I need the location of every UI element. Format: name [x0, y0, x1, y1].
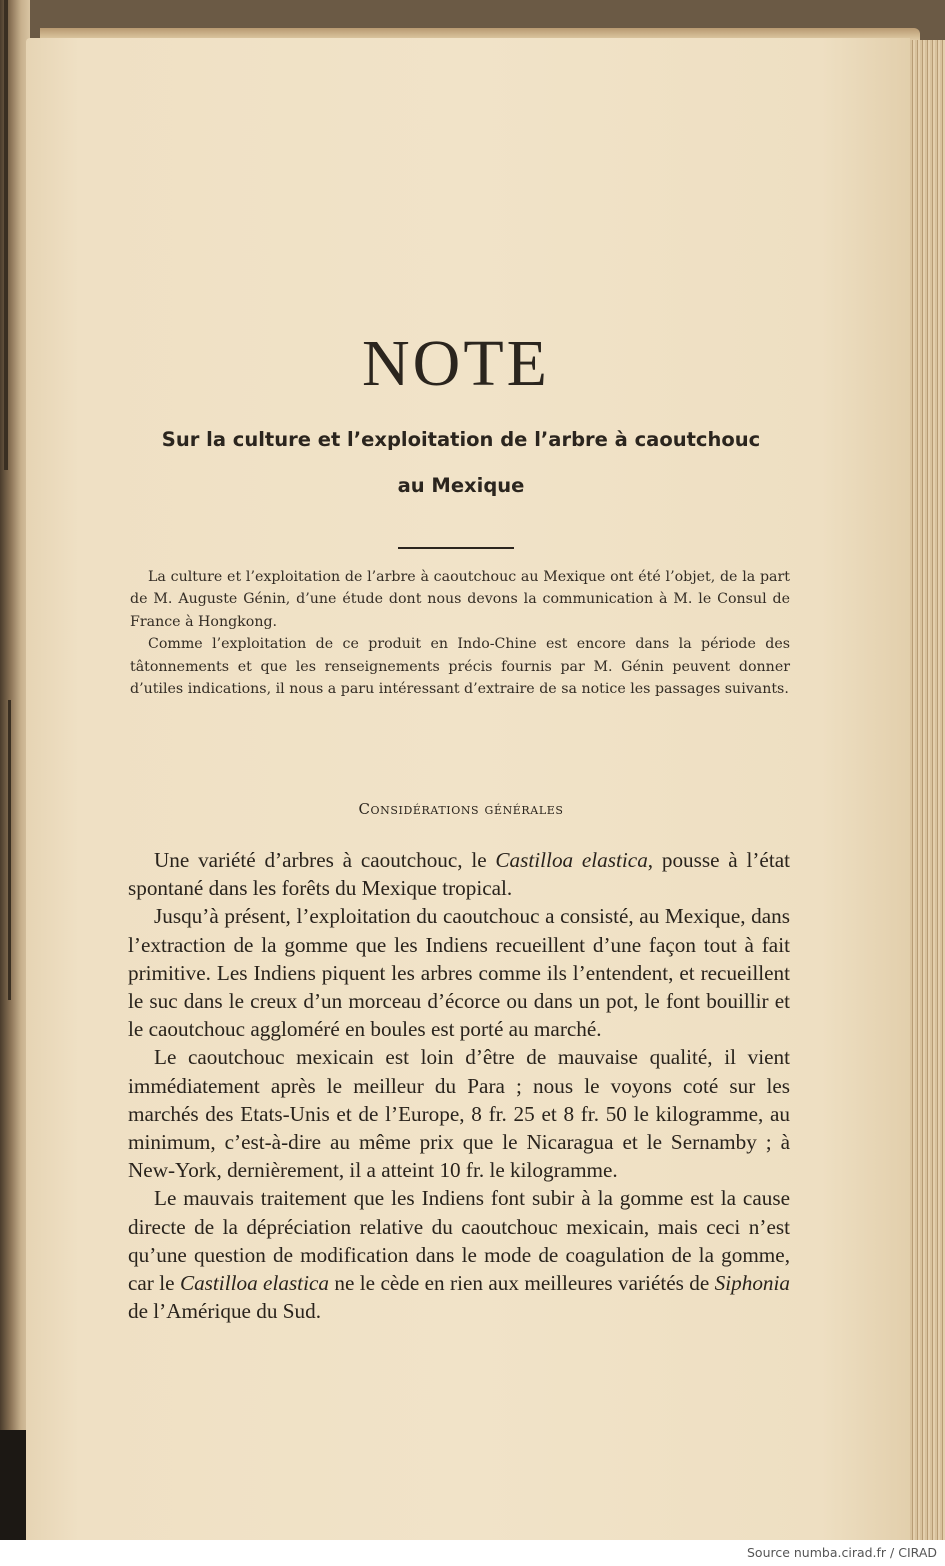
species-name: Castilloa elastica [495, 848, 648, 872]
page [26, 38, 910, 1540]
title-divider [398, 547, 514, 549]
subtitle-line-1: Sur la culture et l’exploitation de l’arbre à caoutchouc [161, 428, 761, 451]
section-heading: Considérations générales [358, 800, 564, 818]
body-paragraph-2: Jusqu’à présent, l’exploitation du caoutchouc a consisté, au Mexique, dans l’extraction de la gomme que les Indiens recueillent d’une façon tout à fait primitive. Les Indiens piquent les arbres comme ils l’entendent, et recueillent le suc dans le creux d’un morceau d’écorce ou dans un pot, le font bouillir et le caoutchouc aggloméré en boules est porté au marché. [128, 904, 790, 1042]
species-name: Castilloa elastica [179, 1271, 329, 1296]
text-run: Le mauvais traitement que les Indiens font subir à la gomme est la cause directe de la dépréciation relative du caoutchouc mexicain, mais ceci n’est qu’une question de modification dans le mode de coagulation de la gomme, car le [128, 1186, 790, 1296]
text-run: de l’Amérique du Sud. [128, 1299, 322, 1324]
text-run: Une variété d’arbres à caoutchouc, le [154, 848, 496, 872]
body-paragraph-4 [128, 1184, 790, 1325]
text-run: , pousse à l’état spontané dans les forêts du Mexique tropical. [128, 848, 790, 901]
genus-name: Siphonia [714, 1271, 791, 1296]
body-paragraph-1 [128, 846, 790, 902]
source-caption: Source numba.cirad.fr / CIRAD [746, 1545, 937, 1560]
intro-block [130, 566, 790, 700]
intro-paragraph: La culture et l’exploitation de l’arbre à caoutchouc au Mexique ont été l’objet, de la part de M. Auguste Génin, d’une étude dont nous devons la communication à M. le Consul de France à Hongkong. [130, 569, 790, 630]
page-title: NOTE [362, 327, 550, 400]
body-text [128, 846, 790, 1325]
intro-paragraph: Comme l’exploitation de ce produit en Indo-Chine est encore dans la période des tâtonnements et que les renseignements précis fournis par M. Génin peuvent donner d’utiles indications, il nous a paru intéressant d’extraire de sa notice les passages suivants. [130, 636, 790, 698]
text-run: ne le cède en rien aux meilleures variétés de [328, 1271, 715, 1296]
body-paragraph-3: Le caoutchouc mexicain est loin d’être de mauvaise qualité, il vient immédiatement après le meilleur du Para ; nous le voyons coté sur les marchés des Etats-Unis et de l’Europe, 8 fr. 25 et 8 fr. 50 le kilogramme, au minimum, c’est-à-dire au même prix que le Nicaragua et le Sernamby ; à New-York, dernièrement, il a atteint 10 fr. le kilogramme. [128, 1045, 790, 1183]
page-stack-edge [905, 40, 945, 1540]
subtitle-line-2: au Mexique [397, 474, 525, 497]
